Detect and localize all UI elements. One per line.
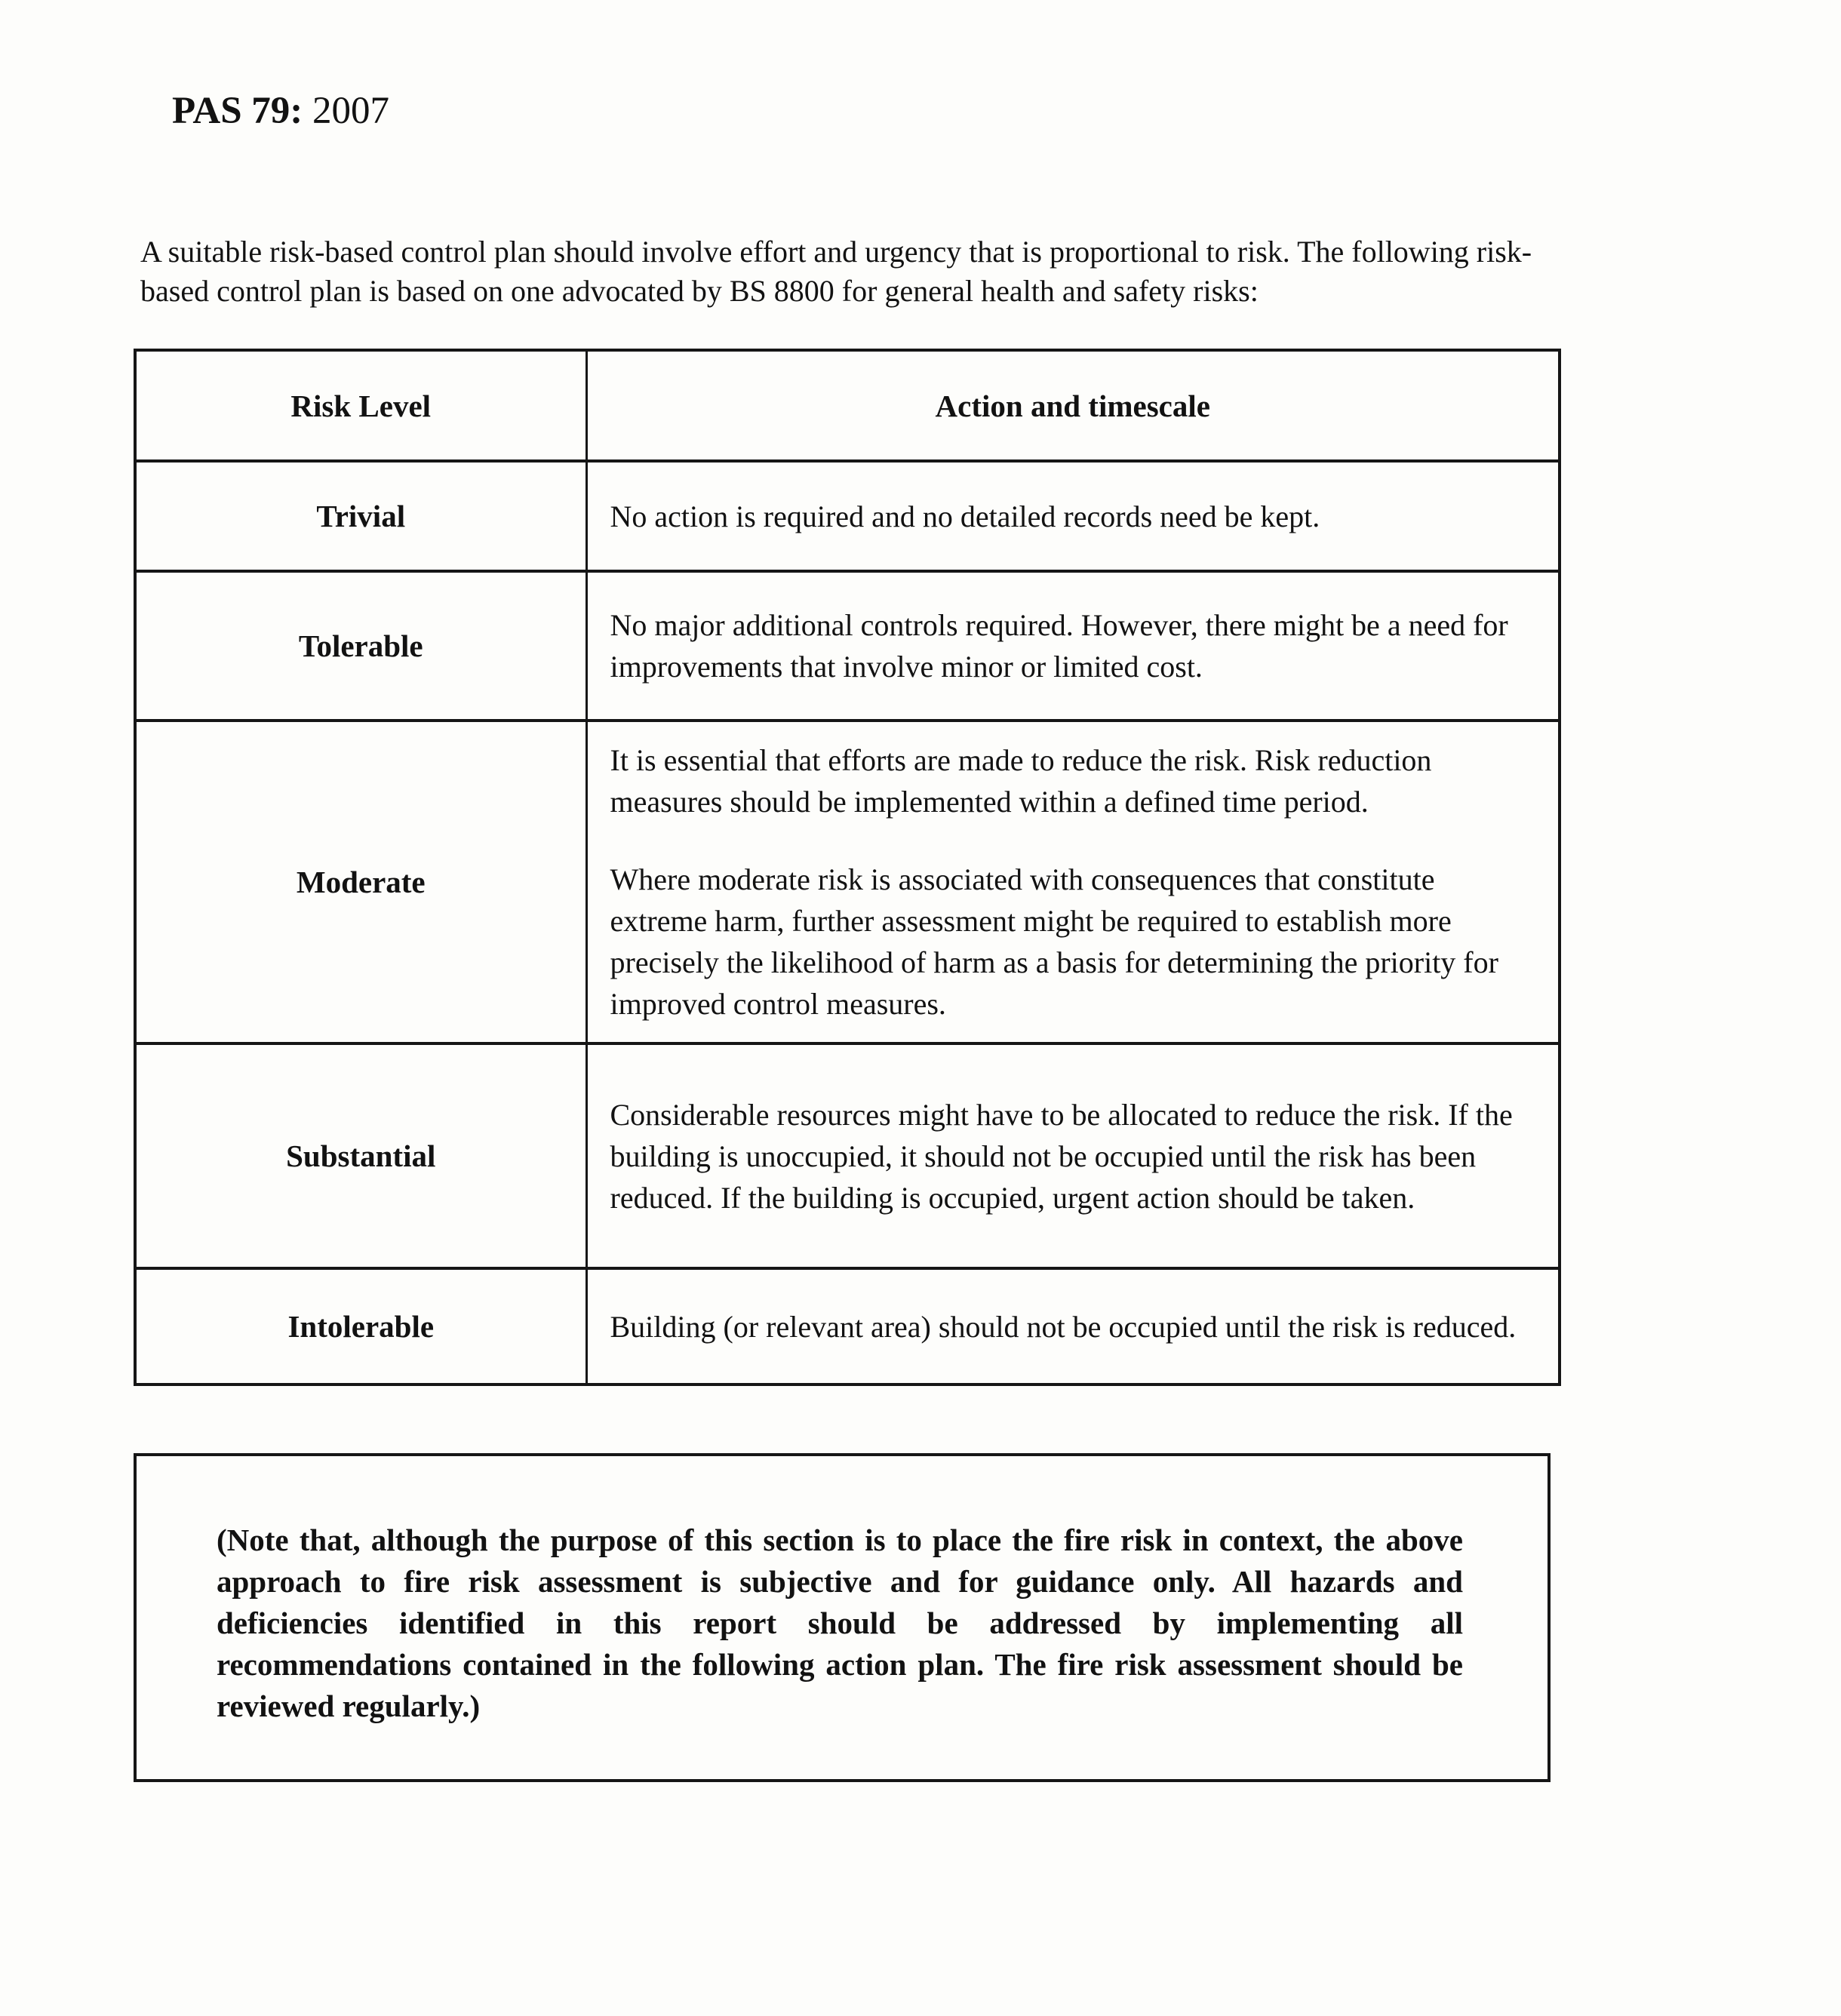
action-cell (586, 461, 1560, 571)
action-text: No major additional controls required. However, there might be a need for improvements that involve minor or limited cost. (610, 608, 1508, 684)
risk-level-cell: Intolerable (135, 1268, 586, 1384)
action-text: Where moderate risk is associated with consequences that constitute extreme harm, further assessment might be required to establish more precisely the likelihood of harm as a basis for determining the priority for improved control measures. (610, 862, 1498, 1021)
action-text: Building (or relevant area) should not be occupied until the risk is reduced. (610, 1309, 1517, 1344)
risk-control-plan-table (134, 349, 1561, 1386)
risk-level-cell: Tolerable (135, 571, 586, 721)
column-header-action-timescale: Action and timescale (586, 350, 1560, 461)
action-text: It is essential that efforts are made to reduce the risk. Risk reduction measures should be implemented within a defined time period. (610, 743, 1432, 819)
table-row-substantial (135, 1043, 1560, 1268)
action-cell (586, 1043, 1560, 1268)
action-cell (586, 571, 1560, 721)
table-header-row (135, 350, 1560, 461)
table-row-intolerable (135, 1268, 1560, 1384)
intro-paragraph: A suitable risk-based control plan should involve effort and urgency that is proportional to risk. The following risk-based control plan is based on one advocated by BS 8800 for general health and safety risks: (140, 235, 1532, 308)
risk-level-cell: Substantial (135, 1043, 586, 1268)
document-title-year: 2007 (303, 90, 390, 132)
risk-level-cell: Trivial (135, 461, 586, 571)
table-row-moderate (135, 721, 1560, 1043)
table-row-trivial (135, 461, 1560, 571)
action-cell (586, 1268, 1560, 1384)
column-header-risk-level: Risk Level (135, 350, 586, 461)
table-row-tolerable (135, 571, 1560, 721)
action-cell (586, 721, 1560, 1043)
note-box (134, 1453, 1551, 1782)
action-text: Considerable resources might have to be allocated to reduce the risk. If the building is unoccupied, it should not be occupied until the risk has been reduced. If the building is occupied, urgent action should be taken. (610, 1097, 1513, 1215)
document-title-code: PAS 79: (172, 90, 303, 132)
document-title (172, 89, 389, 133)
action-text: No action is required and no detailed records need be kept. (610, 499, 1320, 533)
note-text: (Note that, although the purpose of this section is to place the fire risk in context, the above approach to fire risk assessment is subjective and for guidance only. All hazards and deficiencies identified in this report should be addressed by implementing all recommendations contained in the following action plan. The fire risk assessment should be reviewed regularly.) (217, 1523, 1463, 1723)
risk-level-cell: Moderate (135, 721, 586, 1043)
